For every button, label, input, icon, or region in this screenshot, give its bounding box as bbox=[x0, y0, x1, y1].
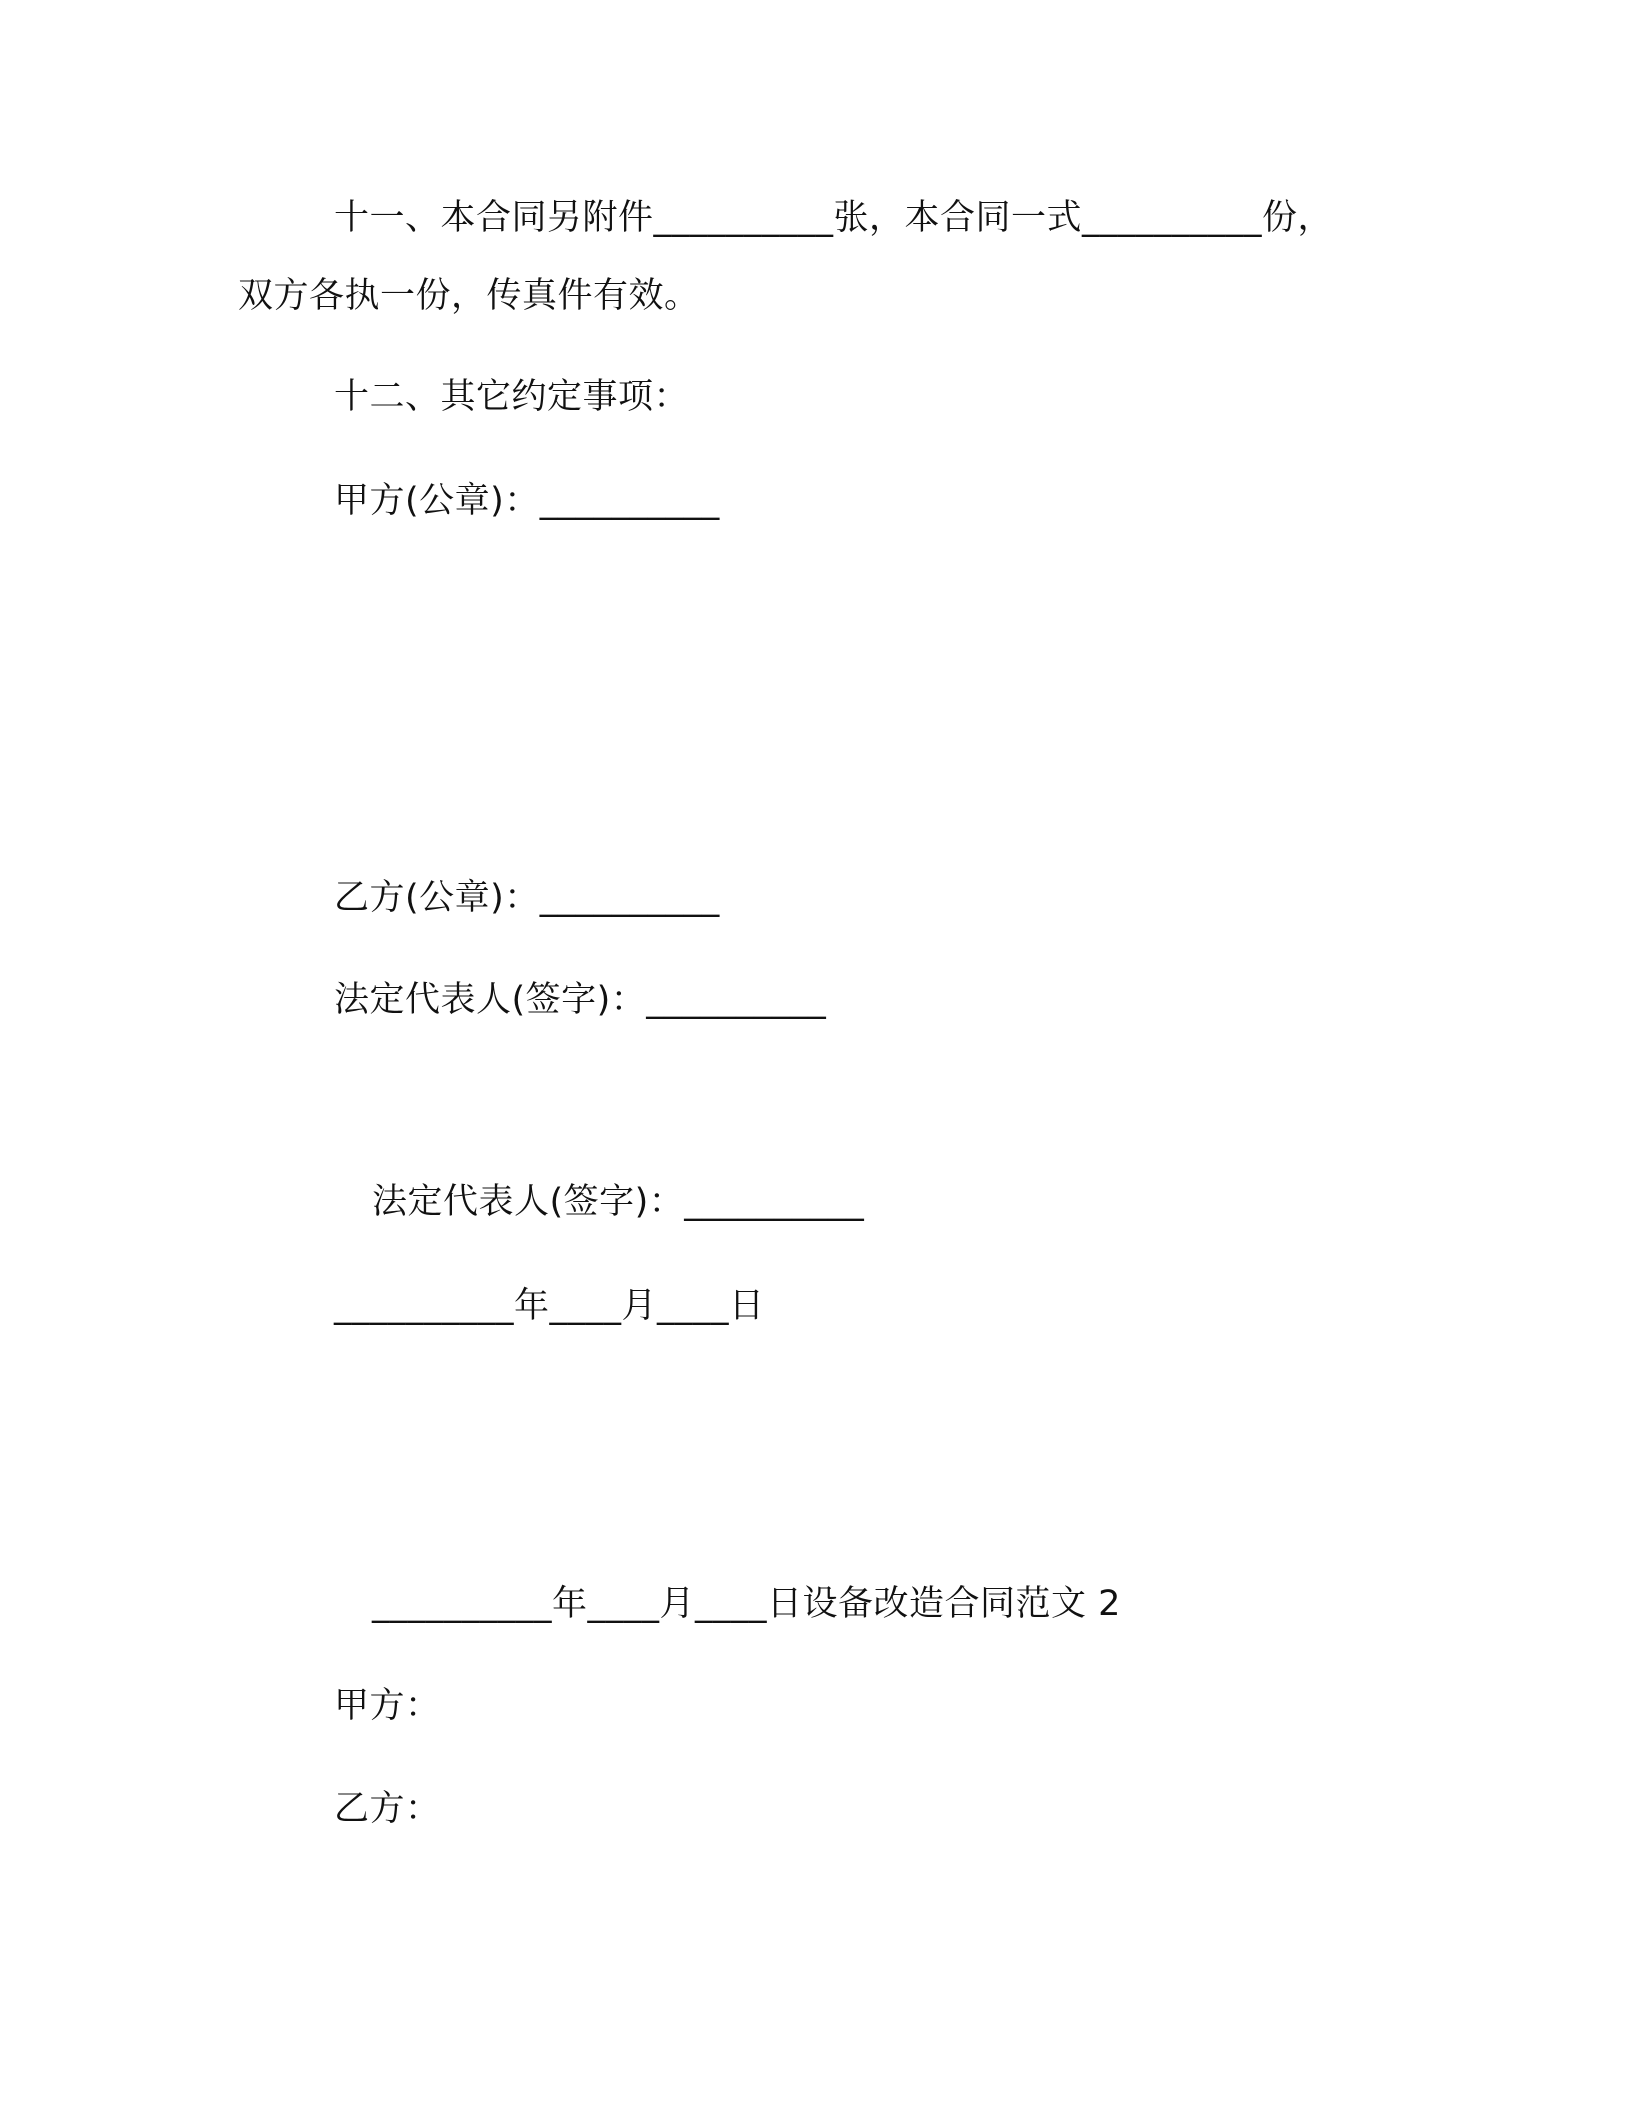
clause-12: 十二、其它约定事项： bbox=[334, 377, 690, 417]
party-b-seal: 乙方(公章)：__________ bbox=[334, 878, 720, 918]
legal-rep-signature-1: 法定代表人(签字)：__________ bbox=[334, 980, 827, 1020]
party-a-label: 甲方： bbox=[334, 1686, 441, 1726]
date-line: __________年____月____日 bbox=[334, 1286, 765, 1326]
party-a-seal: 甲方(公章)：__________ bbox=[334, 481, 720, 521]
party-b-label: 乙方： bbox=[334, 1789, 441, 1829]
contract-2-title: __________年____月____日设备改造合同范文 2 bbox=[372, 1584, 1121, 1624]
legal-rep-signature-2: 法定代表人(签字)：__________ bbox=[372, 1182, 865, 1222]
clause-11-line-2: 双方各执一份，传真件有效。 bbox=[238, 276, 700, 316]
clause-11-line-1: 十一、本合同另附件__________张，本合同一式__________份， bbox=[334, 198, 1334, 238]
